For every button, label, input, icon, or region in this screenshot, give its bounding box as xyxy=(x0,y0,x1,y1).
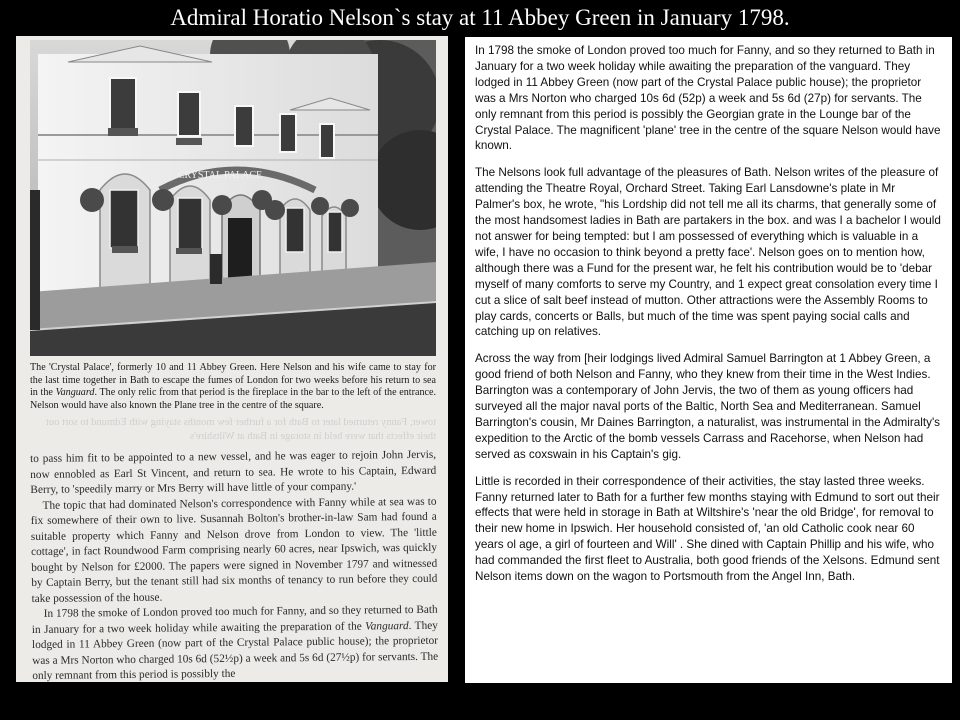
photo-caption: The 'Crystal Palace', formerly 10 and 11 Abbey Green. Here Nelson and his wife came to stay for the last time together in Bath to escape the fumes of London for two weeks before his return to sea in the Vanguard. The only relic from that period is the fireplace in the bar to the left of the entrance. Nelson would have also known the Plane tree in the centre of the square. xyxy=(30,362,436,411)
book-body-text xyxy=(30,448,438,682)
transcript-text-panel xyxy=(465,37,952,683)
slide-title: Admiral Horatio Nelson`s stay at 11 Abbey Green in January 1798. xyxy=(170,5,790,30)
book-page-scan xyxy=(16,36,448,682)
pub-building-illustration xyxy=(30,40,436,356)
transcript-paragraph: In 1798 the smoke of London proved too much for Fanny, and so they returned to Bath in January for a two week holiday while awaiting the preparation of the vanguard. They lodged in 11 Abbey Green (now part of the Crystal Palace public house); the proprietor was a Mrs Norton who charged 10s 6d (52p) a week and 5s 6d (27p) for servants. The only remnant from this period is possibly the Georgian grate in the Lounge bar of the Crystal Palace. The magnificent 'plane' tree in the centre of the square Nelson would have known. xyxy=(475,44,941,153)
book-paragraph: to pass him fit to be appointed to a new vessel, and he was eager to rejoin John Jervis, now ennobled as Earl St Vincent, and return to sea. He wrote to his Captain, Edward Berry, to 'speedily marry or Mrs Berry will have little of your company.' xyxy=(30,448,437,496)
book-paragraph: In 1798 the smoke of London proved too much for Fanny, and so they returned to Bath in January for a two week holiday while awaiting the preparation of the Vanguard. They lodged in 11 Abbey Green (now part of the Crystal Palace public house); the proprietor was a Mrs Norton who charged 10s 6d (52½p) a week and 5s 6d (27½p) for servants. The only remnant from this period is possibly the xyxy=(31,603,439,682)
reverse-side-bleed-text: tower, Fanny returned later to Bath for a further few months staying with Edmund to sort out their effects that were held in storage in Bath at Wiltshire's xyxy=(45,417,436,442)
pub-signage: CRYSTAL PALACE xyxy=(177,170,263,181)
transcript-paragraph: Across the way from [heir lodgings lived Admiral Samuel Barrington at 1 Abbey Green, a good friend of both Nelson and Fanny, who they knew from their time in the West Indies. Barrington was a contemporary of John Jervis, the two of them as young officers had surveyed all the major naval ports of the Baltic, North Sea and Mediterranean. Samuel Barrington's cousin, Mr Daines Barrington, a naturalist, was instrumental in the Admiralty's expedition to the Arctic of the bomb vessels Carrass and Racehorse, when Nelson had served as coxswain in his Captain's gig. xyxy=(475,352,941,461)
transcript-paragraph: The Nelsons look full advantage of the pleasures of Bath. Nelson writes of the pleasure of attending the Theatre Royal, Orchard Street. Taking Earl Lansdowne's plate in Mr Palmer's box, he wrote, "his Lordship did not tell me all its charms, that generally some of the most handsomest ladies in Bath are partakers in the box. and was I a bachelor I would not answer for being tempted: but I am possessed of everything which is valuable in a wife, I have no occasion to think beyond a pretty face'. Nelson goes on to mention how, although there was a Fund for the present war, he felt his contribution would be to 'debar myself of many comforts to serve my Country, and 1 expect great consolation every time I cut a slice of salt beef instead of mutton. Other attractions were the Assembly Rooms to play cards, concerts or Balls, but much of the time was spent paying social calls and catching up on relatives. xyxy=(475,166,941,339)
transcript-paragraph: Little is recorded in their correspondence of their activities, the stay lasted three weeks. Fanny returned later to Bath for a further few months staying with Edmund to sort out their effects that were held in storage in Bath at Wiltshire's 'near the old Bridge', for removal to their new home in Ipswich. Her household consisted of, 'an old Catholic cook near 60 years ol age, a girl of fourteen and Will' . She dined with Captain Phillip and his wife, who had commanded the first fleet to Australia, both good friends of the Xelsons. Edmund sent Nelson items down on the wagon to Portsmouth from the Angel Inn, Bath. xyxy=(475,474,940,584)
crystal-palace-photo xyxy=(30,40,436,356)
book-paragraph: The topic that had dominated Nelson's correspondence with Fanny while at sea was to fix somewhere of their own to live. Susannah Bolton's brother-in-law Sam had found a suitable property which Fanny and Nelson drove from London to view. The 'little cottage', in fact Roundwood Farm comprising nearly 60 acres, near Ipswich, was quickly bought by Nelson for £2000. The papers were signed in November 1797 and witnessed by Captain Berry, but the tenant still had six months of tenancy to run before they could take possession of the house. xyxy=(30,495,438,605)
